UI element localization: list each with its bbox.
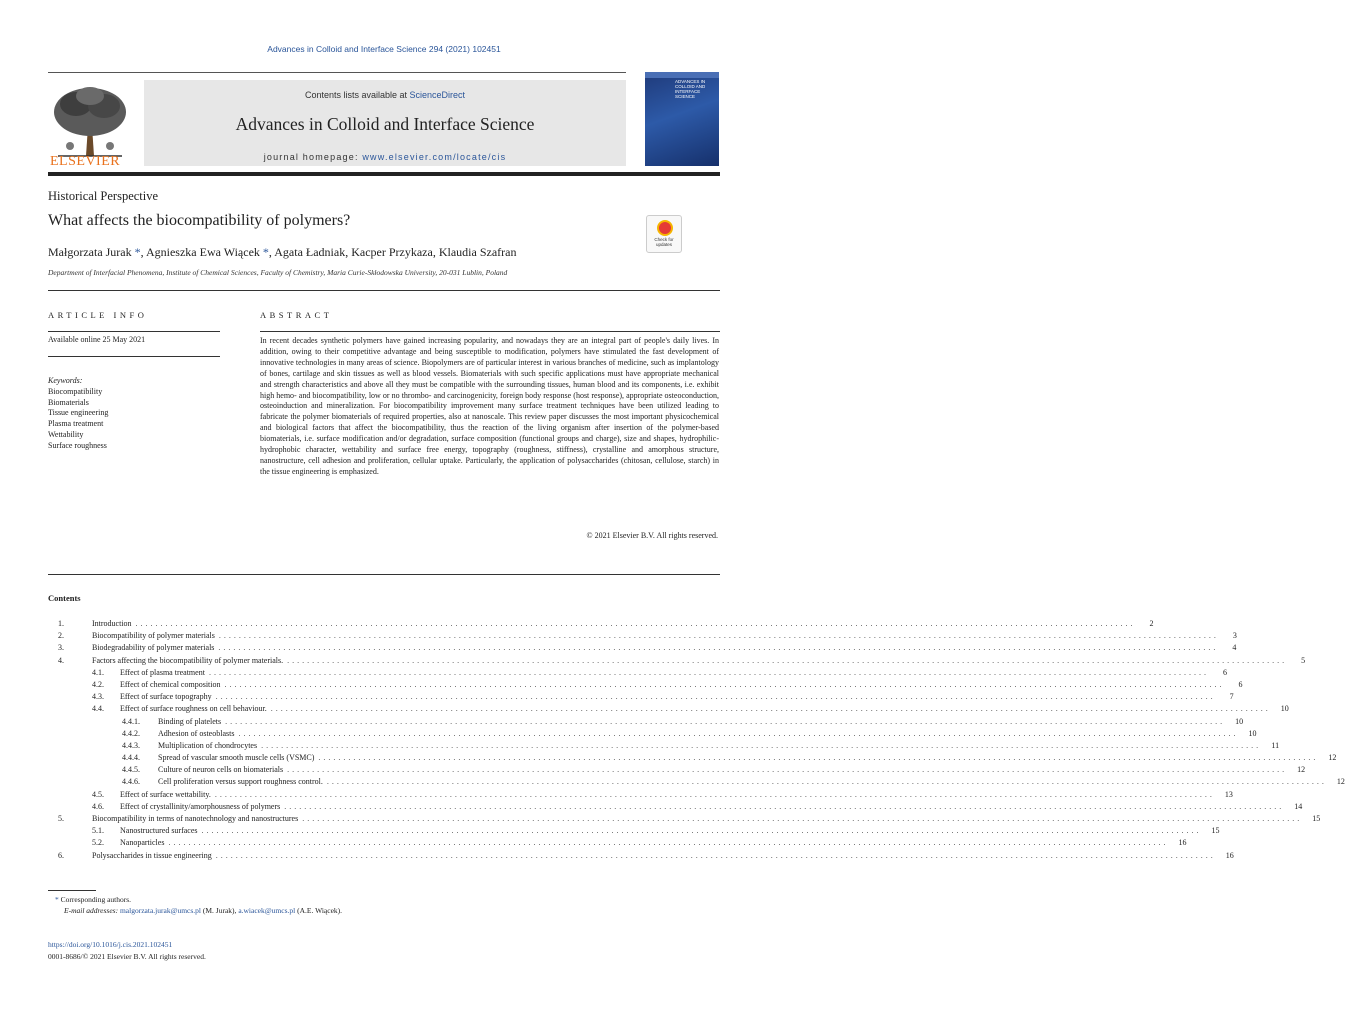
journal-cover-image [645, 72, 719, 166]
toc-page-number[interactable]: 12 [1336, 777, 1345, 787]
toc-page-number[interactable]: 11 [1271, 740, 1280, 750]
toc-leader-dots: ........................................................................................................................................................................................................ [215, 692, 1216, 702]
toc-page-number[interactable]: 12 [1297, 765, 1306, 775]
toc-entry[interactable] [48, 692, 1234, 704]
doi-link[interactable]: https://doi.org/10.1016/j.cis.2021.102451 [48, 940, 173, 949]
toc-entry[interactable] [48, 850, 1234, 863]
toc-page-number[interactable]: 14 [1294, 801, 1303, 811]
toc-label[interactable]: Adhesion of osteoblasts [158, 728, 235, 738]
contents-heading: Contents [48, 593, 81, 603]
toc-leader-dots: ........................................................................................................................................................................................................ [302, 814, 1303, 823]
toc-number: 4.4. [92, 704, 104, 714]
keywords-block [48, 376, 108, 452]
available-online: Available online 25 May 2021 [48, 335, 146, 344]
toc-label[interactable]: Effect of chemical composition [120, 679, 221, 689]
section-divider [48, 574, 720, 575]
toc-label[interactable]: Biocompatibility of polymer materials [92, 631, 215, 641]
cover-strip [645, 72, 719, 78]
journal-homepage [144, 152, 626, 162]
toc-entry[interactable] [48, 801, 1303, 814]
abstract-copyright: © 2021 Elsevier B.V. All rights reserved. [586, 531, 718, 540]
toc-number: 4.4.2. [122, 728, 140, 738]
toc-page-number[interactable]: 6 [1238, 679, 1243, 689]
abstract-text: In recent decades synthetic polymers have gained increasing popularity, and nowadays they are an integral part of people's daily lives. In addition, owing to their competitive advantage and being susceptible to modification, polymers have stimulated the fast development of innovative technologies in many areas of science. Biopolymers are of particular interest in various branches of medicine, such as implantology of bones, cartilage and skin tissues as well as blood vessels. Biomaterials with such specific applications must have appropriate mechanical and strength characteristics and above all they must be compatible with the surrounding tissues, human blood and its components, i.e. exhibit high hemo- and biocompatibility, low or no thrombo- and carcinogenicity, foreign body response (host response), appropriate osteoconduction, osteoinduction and mineralization. For biocompatibility improvement many surface treatment techniques have been utilized leading to fabricate the polymer biomaterials of required properties, also at nanoscale. This review paper discusses the most important physicochemical and biological factors that affect the biocompatibility, thus the reaction of the living organism after insertion of the polymer-based biomaterials, i.e. surface modification and/or degradation, surface composition (functional groups and charge), size and shapes, hydrophilic-hydrophobic character, wettability and surface free energy, topography (roughness, stiffness), crystalline and amorphous structure, nanostructure, cell adhesion and proliferation, cellular uptake. Particularly, the application of polysaccharides (chitosan, cellulose, starch) in the tissue engineering is emphasized. [260, 336, 719, 476]
toc-label[interactable]: Multiplication of chondrocytes [158, 740, 258, 750]
article-info-heading: ARTICLE INFO [48, 310, 148, 320]
author-name[interactable]: Agata Ładniak [274, 245, 346, 259]
contents-available [144, 90, 626, 100]
toc-number: 3. [58, 643, 64, 653]
toc-entry[interactable] [48, 728, 1257, 741]
toc-page-number[interactable]: 13 [1224, 789, 1233, 799]
toc-leader-dots: ........................................................................................................................................................................................................ [225, 716, 1226, 726]
keyword: Wettability [48, 429, 84, 439]
toc-entry[interactable] [48, 753, 1337, 765]
masthead-top-rule [48, 72, 626, 73]
toc-entry[interactable] [48, 643, 1237, 655]
email-link[interactable]: malgorzata.jurak@umcs.pl [119, 906, 202, 915]
toc-leader-dots: ........................................................................................................................................................................................................ [135, 619, 1136, 628]
toc-label[interactable]: Effect of crystallinity/amorphousness of polymers [120, 801, 281, 811]
email-link[interactable]: a.wiacek@umcs.pl [238, 906, 296, 915]
toc-page-number[interactable]: 6 [1222, 667, 1227, 677]
author-name[interactable]: Agnieszka Ewa Wiącek [145, 245, 260, 259]
article-info-rule [48, 356, 220, 357]
toc-label[interactable]: Cell proliferation versus support roughness control. [158, 777, 323, 787]
elsevier-wordmark: ELSEVIER [50, 154, 121, 169]
toc-entry[interactable] [48, 667, 1227, 680]
toc-page-number[interactable]: 16 [1225, 850, 1234, 860]
toc-label[interactable]: Effect of surface wettability. [120, 789, 211, 799]
toc-page-number[interactable]: 15 [1312, 814, 1321, 823]
toc-number: 6. [58, 850, 64, 860]
toc-entry[interactable] [48, 655, 1306, 668]
cover-title: ADVANCES IN COLLOID AND INTERFACE SCIENCE [675, 79, 706, 99]
toc-leader-dots: ........................................................................................................................................................................................................ [224, 679, 1225, 689]
toc-page-number[interactable]: 10 [1280, 704, 1289, 714]
toc-leader-dots: ........................................................................................................................................................................................................ [215, 850, 1216, 860]
journal-reference[interactable]: Advances in Colloid and Interface Science 294 (2021) 102451 [267, 44, 501, 54]
issn-copyright: 0001-8686/© 2021 Elsevier B.V. All rights reserved. [48, 952, 206, 961]
toc-number: 4.4.3. [122, 740, 140, 750]
toc-number: 5.1. [92, 826, 104, 836]
toc-leader-dots: ........................................................................................................................................................................................................ [238, 728, 1239, 738]
author-name[interactable]: Małgorzata Jurak [48, 245, 132, 259]
toc-leader-dots: ........................................................................................................................................................................................................ [318, 753, 1319, 763]
keywords-title: Keywords: [48, 376, 83, 385]
sciencedirect-link[interactable]: ScienceDirect [409, 90, 466, 100]
toc-number: 4.5. [92, 789, 104, 799]
masthead [48, 72, 626, 169]
toc-label[interactable]: Effect of plasma treatment [120, 667, 205, 677]
check-updates-label: Check for updates [654, 237, 674, 247]
toc-page-number[interactable]: 4 [1232, 643, 1237, 653]
journal-title: Advances in Colloid and Interface Science [235, 114, 535, 134]
toc-leader-dots: ........................................................................................................................................................................................................ [270, 704, 1271, 714]
toc-page-number[interactable]: 16 [1178, 838, 1187, 848]
abstract-rule [260, 331, 720, 332]
toc-number: 4.4.1. [122, 716, 140, 726]
toc-leader-dots: ........................................................................................................................................................................................................ [261, 740, 1262, 750]
toc-label[interactable]: Effect of surface topography [120, 692, 212, 702]
homepage-label: journal homepage: [263, 152, 363, 162]
toc-label[interactable]: Nanostructured surfaces [120, 826, 198, 836]
toc-entry[interactable] [48, 789, 1233, 802]
toc-number: 2. [58, 631, 64, 641]
toc-page-number[interactable]: 15 [1211, 826, 1220, 836]
toc-label[interactable]: Factors affecting the biocompatibility of polymer materials. [92, 655, 284, 665]
toc-page-number[interactable]: 12 [1328, 753, 1337, 763]
email-label: E-mail addresses: [64, 906, 119, 915]
toc-page-number[interactable]: 2 [1149, 619, 1154, 628]
toc-number: 4.1. [92, 667, 104, 677]
keyword: Surface roughness [48, 440, 107, 450]
toc-label[interactable]: Binding of platelets [158, 716, 222, 726]
corresponding-author-mark[interactable]: * [259, 245, 269, 259]
toc-number: 4.4.4. [122, 753, 140, 763]
toc-entry[interactable] [48, 740, 1280, 753]
toc-leader-dots: ........................................................................................................................................................................................................ [284, 801, 1285, 811]
footnote-rule [48, 890, 96, 891]
toc-entry[interactable] [48, 838, 1187, 850]
toc-leader-dots: ........................................................................................................................................................................................................ [208, 667, 1209, 677]
article-info-rule [48, 331, 220, 332]
toc-page-number[interactable]: 10 [1248, 728, 1257, 738]
elsevier-tree-logo [48, 78, 132, 166]
keyword: Biocompatibility [48, 386, 103, 396]
section-divider [48, 290, 720, 291]
toc-number: 4.3. [92, 692, 104, 702]
corresponding-author-mark[interactable]: * [131, 245, 141, 259]
footnote-text: Corresponding authors. [60, 895, 132, 904]
toc-entry[interactable] [48, 777, 1345, 789]
toc-entry[interactable] [48, 631, 1237, 643]
email-footnote [64, 906, 342, 915]
affiliation: Department of Interfacial Phenomena, Institute of Chemical Sciences, Faculty of Chemistry, Maria Curie-Skłodowska University, 20-031 Lublin, Poland [48, 268, 508, 277]
article-type: Historical Perspective [48, 189, 159, 203]
toc-page-number[interactable]: 5 [1301, 655, 1306, 665]
toc-label[interactable]: Polysaccharides in tissue engineering [92, 850, 212, 860]
check-updates-icon [657, 220, 673, 236]
toc-number: 4.4.5. [122, 765, 140, 775]
toc-number: 4. [58, 655, 64, 665]
toc-entry[interactable] [48, 704, 1289, 716]
footnote-mark: * [55, 895, 59, 904]
toc-entry[interactable] [48, 716, 1244, 729]
toc-leader-dots: ........................................................................................................................................................................................................ [287, 655, 1288, 665]
contents-available-text: Contents lists available at [304, 90, 410, 100]
toc-entry[interactable] [48, 814, 1321, 826]
toc-page-number[interactable]: 3 [1232, 631, 1237, 641]
toc-label[interactable]: Biocompatibility in terms of nanotechnology and nanostructures [92, 814, 299, 823]
toc-number: 5.2. [92, 838, 104, 848]
masthead-box [144, 80, 626, 166]
toc-number: 4.2. [92, 679, 104, 689]
corresponding-footnote [55, 895, 131, 904]
check-for-updates-button[interactable] [646, 215, 682, 253]
toc-leader-dots: ........................................................................................................................................................................................................ [214, 789, 1215, 799]
toc-number: 1. [58, 619, 64, 628]
abstract-heading: ABSTRACT [260, 310, 333, 320]
toc-label[interactable]: Effect of surface roughness on cell behaviour. [120, 704, 267, 714]
toc-leader-dots: ........................................................................................................................................................................................................ [218, 631, 1219, 641]
author-list: Małgorzata Jurak *, Agnieszka Ewa Wiącek *, Agata Ładniak, Kacper Przykaza, Klaudia Szafran [48, 245, 517, 259]
toc-leader-dots: ........................................................................................................................................................................................................ [326, 777, 1327, 787]
toc-number: 4.4.6. [122, 777, 140, 787]
toc-number: 5. [58, 814, 64, 823]
author-name[interactable]: Kacper Przykaza [351, 245, 433, 259]
article-title: What affects the biocompatibility of polymers? [48, 212, 351, 229]
keyword: Tissue engineering [48, 408, 109, 418]
toc-leader-dots: ........................................................................................................................................................................................................ [168, 838, 1169, 848]
toc-leader-dots: ........................................................................................................................................................................................................ [287, 765, 1288, 775]
toc-leader-dots: ........................................................................................................................................................................................................ [218, 643, 1219, 653]
email-owner: (A.E. Wiącek). [297, 906, 343, 915]
keyword: Biomaterials [48, 397, 89, 407]
toc-entry[interactable] [48, 619, 1154, 631]
homepage-link[interactable]: www.elsevier.com/locate/cis [362, 152, 507, 162]
toc-page-number[interactable]: 7 [1229, 692, 1234, 702]
email-owner: (M. Jurak), [202, 906, 237, 915]
toc-label[interactable]: Nanoparticles [120, 838, 165, 848]
toc-leader-dots: ........................................................................................................................................................................................................ [201, 826, 1202, 836]
masthead-bottom-rule [48, 172, 720, 176]
toc-number: 4.6. [92, 801, 104, 811]
toc-label[interactable]: Introduction [92, 619, 132, 628]
toc-label[interactable]: Culture of neuron cells on biomaterials [158, 765, 284, 775]
toc-label[interactable]: Spread of vascular smooth muscle cells (VSMC) [158, 753, 315, 763]
keyword: Plasma treatment [48, 419, 104, 429]
author-name[interactable]: Klaudia Szafran [438, 245, 517, 259]
toc-label[interactable]: Biodegradability of polymer materials [92, 643, 215, 653]
toc-entry[interactable] [48, 826, 1220, 838]
toc-page-number[interactable]: 10 [1235, 716, 1244, 726]
toc-entry[interactable] [48, 765, 1306, 777]
table-of-contents [48, 619, 1345, 863]
toc-entry[interactable] [48, 679, 1243, 692]
